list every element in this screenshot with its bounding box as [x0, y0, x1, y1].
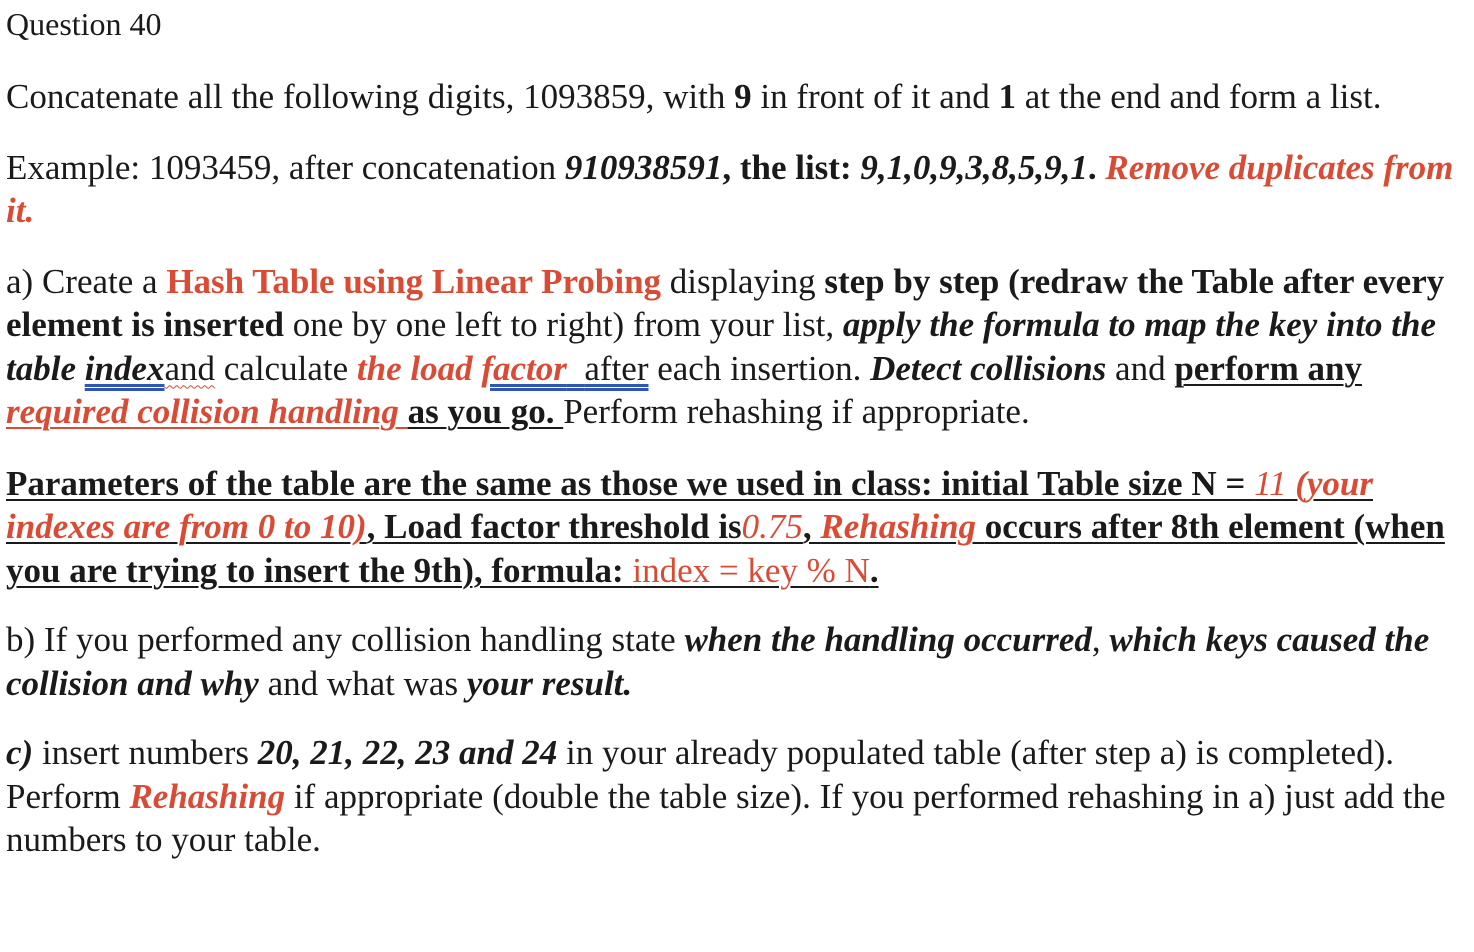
part-a-index-word: index	[84, 348, 165, 388]
intro-text-2: in front of it and	[751, 77, 999, 116]
part-b-paragraph	[6, 618, 1468, 705]
part-c-label: c)	[6, 733, 34, 772]
parameters-rehashing: Rehashing	[820, 507, 985, 546]
part-a-apply-formula: apply the formula to map the key into the table	[6, 305, 1436, 388]
example-period: .	[1087, 147, 1097, 187]
part-c-numbers: 20, 21, 22, 23 and 24	[257, 733, 558, 772]
part-a-after-word: after	[584, 348, 649, 388]
part-a-and-2: and	[1106, 348, 1175, 388]
part-b-text-1: b) If you performed any collision handling state	[6, 620, 685, 659]
part-a-load: the load	[356, 348, 482, 388]
part-a-paragraph	[6, 260, 1468, 434]
parameters-text-2: , Load factor threshold is	[366, 507, 742, 546]
part-b-when: when the handling occurred	[684, 620, 1092, 659]
example-paragraph	[6, 146, 1468, 233]
part-a-one-by-one: one by one left to right) from your list,	[283, 305, 843, 344]
part-a-hash-table: Hash Table using Linear Probing	[166, 261, 662, 301]
example-text-2: , the list:	[722, 147, 861, 187]
part-c-rehashing: Rehashing	[129, 776, 286, 816]
part-a-and-word: and	[164, 348, 216, 388]
part-a-required-handling: required collision handling	[6, 392, 408, 431]
part-c-paragraph	[6, 731, 1468, 862]
part-b-comma: ,	[1091, 620, 1110, 659]
parameters-threshold: 0.75	[741, 507, 803, 546]
parameters-paragraph	[6, 462, 1468, 593]
part-a-detect: Detect collisions	[870, 348, 1107, 388]
part-a-perform-rehash: Perform rehashing if appropriate.	[563, 392, 1030, 431]
part-c-text-2: in your already populated table (after step a) is completed). Perform	[6, 733, 1394, 816]
part-a-perform-any: perform any	[1174, 348, 1362, 388]
intro-paragraph	[6, 75, 1468, 119]
part-a-label: a) Create a	[6, 261, 167, 301]
parameters-indexes: (your indexes are from 0 to 10)	[6, 463, 1373, 546]
intro-front-digit: 9	[734, 77, 752, 116]
parameters-size: 11	[1254, 463, 1287, 503]
example-remove-duplicates: Remove duplicates from it.	[6, 147, 1454, 230]
part-a-each-insertion: each insertion.	[648, 348, 871, 388]
parameters-text-1: Parameters of the table are the same as those we used in class: initial Table size N =	[6, 463, 1255, 503]
parameters-text-3: occurs after 8th element (when you are trying to insert the 9th), formula:	[6, 507, 1445, 590]
example-text-1: Example: 1093459, after concatenation	[6, 147, 565, 187]
part-b-result: your result.	[466, 663, 633, 703]
parameters-formula: index = key % N	[632, 550, 870, 590]
intro-text-1: Concatenate all the following digits, 1093859, with	[6, 77, 735, 116]
part-c-text-3: if appropriate (double the table size). If you performed rehashing in a) just add the numbers to your table.	[6, 776, 1446, 859]
part-a-displaying: displaying	[661, 261, 825, 301]
part-a-as-you-go: as you go.	[407, 392, 564, 431]
question-title: Question 40	[6, 6, 162, 42]
example-concat: 910938591	[564, 147, 723, 187]
intro-end-digit: 1	[998, 77, 1016, 116]
part-a-calculate: calculate	[215, 348, 357, 388]
part-a-gap	[567, 349, 585, 388]
part-a-factor-word: factor	[481, 348, 567, 388]
part-c-text-1: insert numbers	[33, 733, 258, 772]
part-b-which: which keys caused the collision and why	[6, 620, 1430, 703]
part-b-text-2: and what was	[258, 663, 467, 703]
example-list: 9,1,0,9,3,8,5,9,1	[860, 147, 1088, 187]
parameters-end: .	[869, 550, 879, 590]
part-a-step-by-step: step by step (redraw the Table after every element is inserted	[6, 261, 1445, 344]
intro-text-3: at the end and form a list.	[1016, 77, 1382, 116]
parameters-comma: ,	[802, 507, 821, 546]
